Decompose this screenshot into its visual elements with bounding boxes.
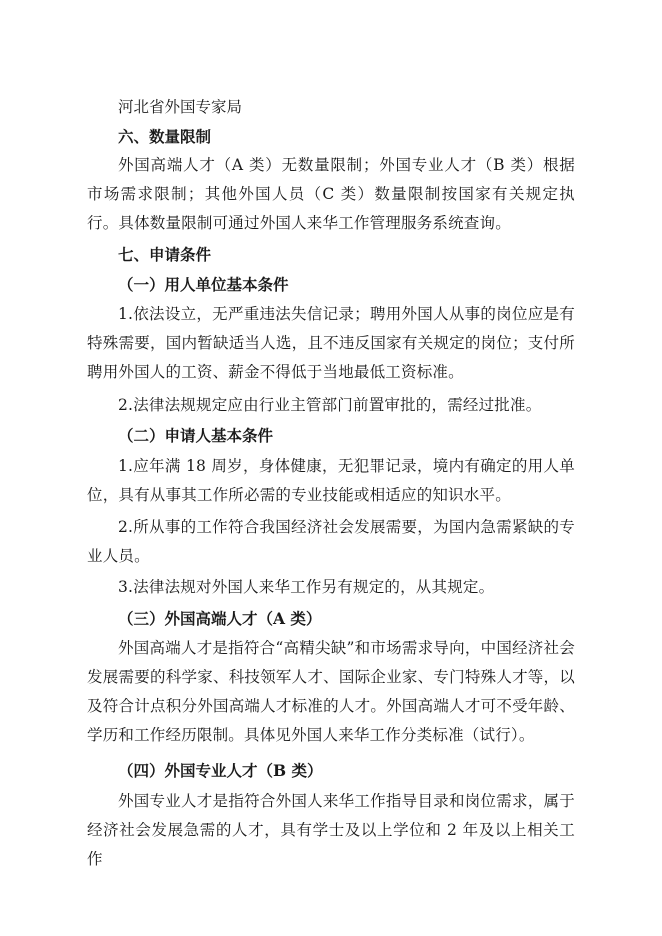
paragraph-employer-condition-1: 1.依法设立，无严重违法失信记录；聘用外国人从事的岗位应是有特殊需要，国内暂缺适当人选，且不违反国家有关规定的岗位；支付所聘用外国人的工资、薪金不得低于当地最低工资标准。: [87, 305, 575, 381]
subsection-heading-3: （三）外国高端人才（A 类）: [118, 609, 322, 628]
subsection-heading-2: （二）申请人基本条件: [118, 426, 274, 445]
subsection-heading-1: （一）用人单位基本条件: [118, 275, 289, 294]
paragraph-category-b: 外国专业人才是指符合外国人来华工作指导目录和岗位需求，属于经济社会发展急需的人才，具有学士及以上学位和 2 年及以上相关工作: [87, 792, 575, 868]
paragraph-quantity-limit: 外国高端人才（A 类）无数量限制；外国专业人才（B 类）根据市场需求限制；其他外国人员（C 类）数量限制按国家有关规定执行。具体数量限制可通过外国人来华工作管理服务系统查询。: [87, 156, 575, 232]
section-heading-7: 七、申请条件: [118, 245, 212, 264]
section-heading-6: 六、数量限制: [118, 127, 212, 146]
paragraph-applicant-condition-1: 1.应年满 18 周岁，身体健康，无犯罪记录，境内有确定的用人单位，具有从事其工作所必需的专业技能或相适应的知识水平。: [87, 457, 575, 504]
paragraph-applicant-condition-3: 3.法律法规对外国人来华工作另有规定的，从其规定。: [118, 578, 495, 596]
paragraph-employer-condition-2: 2.法律法规规定应由行业主管部门前置审批的，需经过批准。: [118, 396, 542, 414]
subsection-heading-4: （四）外国专业人才（B 类）: [118, 761, 323, 780]
paragraph-applicant-condition-2: 2.所从事的工作符合我国经济社会发展需要，为国内急需紧缺的专业人员。: [87, 518, 575, 565]
paragraph-category-a: 外国高端人才是指符合“高精尖缺”和市场需求导向，中国经济社会发展需要的科学家、科技领军人才、国际企业家、专门特殊人才等，以及符合计点积分外国高端人才标准的人才。外国高端人才可不受年龄、学历和工作经历限制。具体见外国人来华工作分类标准（试行）。: [87, 639, 575, 744]
org-line: 河北省外国专家局: [118, 98, 243, 116]
